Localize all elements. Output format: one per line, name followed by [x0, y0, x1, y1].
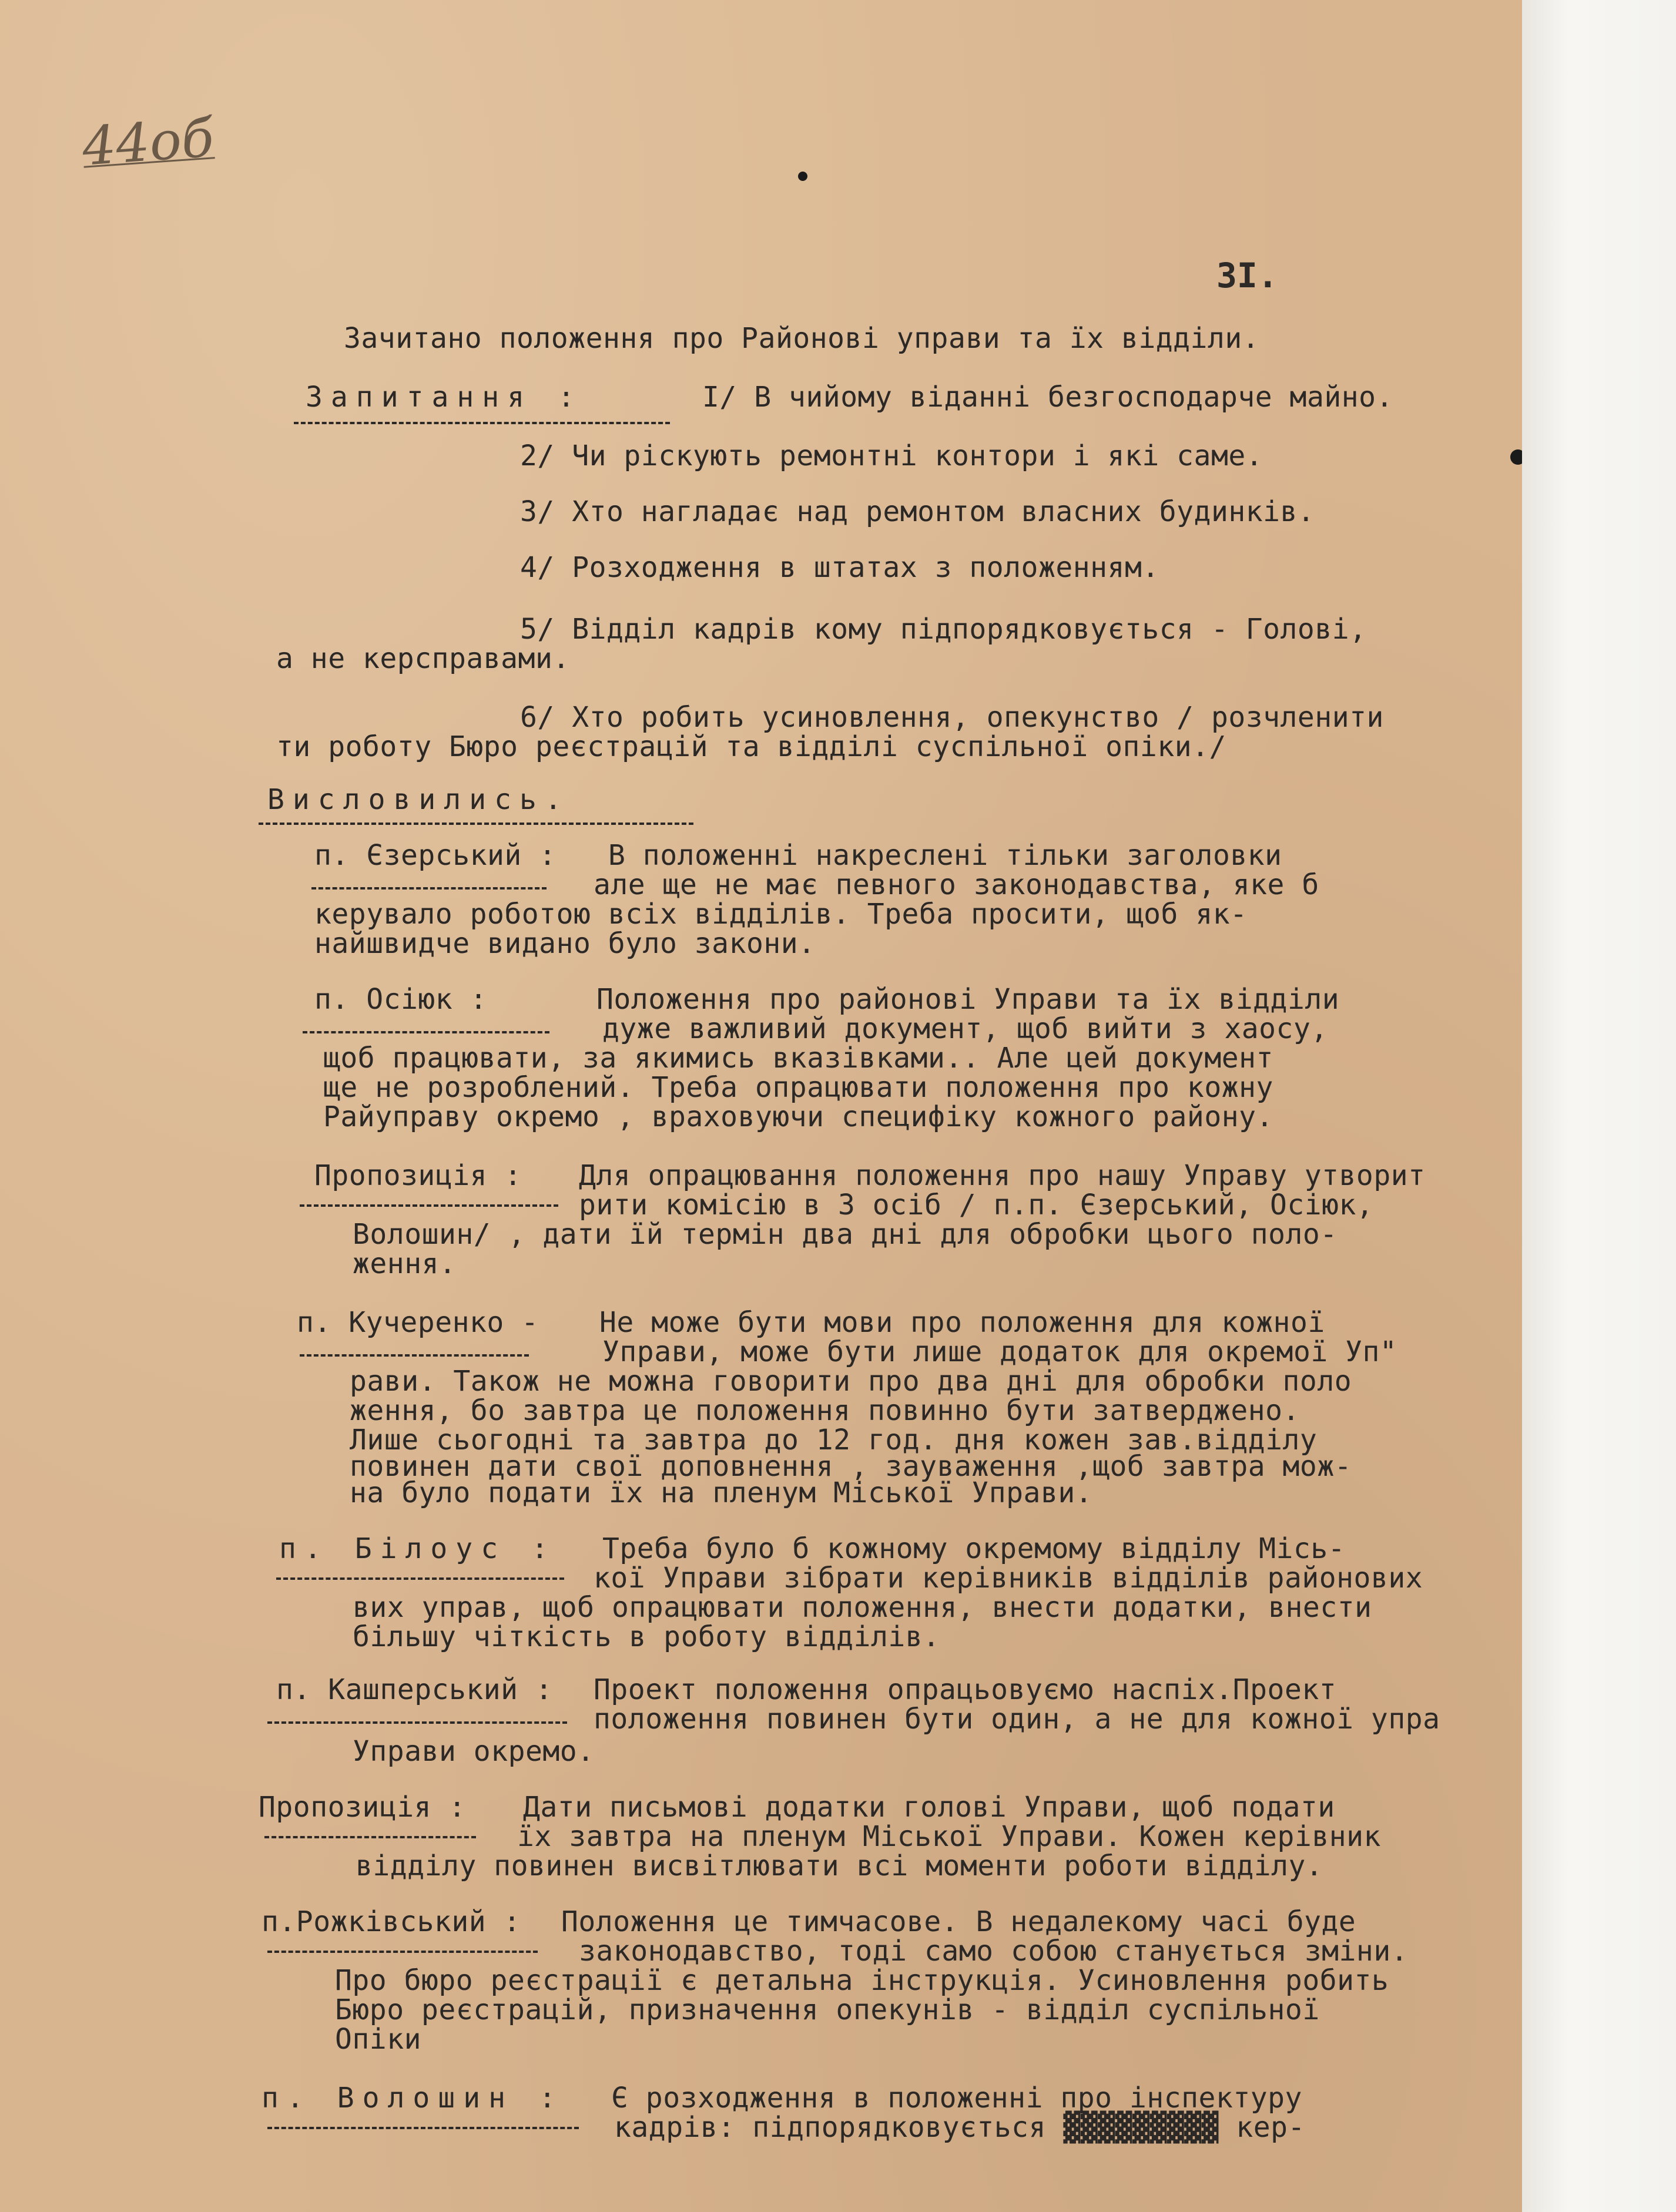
speech-line: Управи окремо. [353, 1735, 595, 1768]
speech-line: відділу повинен висвітлювати всі моменти роботи відділу. [356, 1850, 1323, 1882]
speaker-name: п. Кашперський : [276, 1673, 553, 1706]
question-item: 6/ Хто робить усиновлення, опекунство / розчленити [520, 701, 1384, 734]
speech-line: Бюро реєстрацій, призначення опекунів - відділ суспільної [335, 1993, 1320, 2026]
speech-line: Дати письмові додатки голові Управи, щоб подати [523, 1791, 1335, 1824]
question-item: 3/ Хто нагладає над ремонтом власних будинків. [520, 495, 1315, 528]
question-item: 2/ Чи ріскують ремонтні контори і які саме. [520, 439, 1263, 472]
underline [276, 1577, 564, 1580]
speaker-name: п. Волошин : [262, 2082, 564, 2114]
questions-heading: Запитання : [306, 381, 583, 414]
question-item: 4/ Розходження в штатах з положенням. [520, 551, 1159, 584]
underline [264, 1836, 476, 1838]
underline [267, 1951, 538, 1953]
speech-line: щоб працювати, за якимись вказівками.. Але цей документ [323, 1042, 1273, 1075]
speech-line: вих управ, щоб опрацювати положення, внести додатки, внести [353, 1591, 1372, 1624]
speech-line: більшу чіткість в роботу відділів. [353, 1620, 940, 1653]
speech-line: кадрів: підпорядковується ▓▓▓▓▓▓▓▓▓ кер- [614, 2111, 1305, 2144]
archive-mark: 44об [80, 107, 216, 178]
underline [300, 1354, 529, 1357]
underline [294, 422, 670, 424]
speaker-name: п. Єзерський : [314, 839, 557, 872]
underline [267, 2127, 579, 2129]
question-item: а не керсправами. [276, 642, 570, 675]
speech-line: на було подати їх на пленум Міської Управи. [350, 1476, 1093, 1509]
question-item: I/ В чийому віданні безгосподарче майно. [702, 381, 1393, 414]
speaker-name: п. Кучеренко - [297, 1306, 539, 1339]
page-number: 3I. [1216, 256, 1278, 296]
intro-line: Зачитано положення про Районові управи та їх відділи. [344, 322, 1260, 355]
speech-line: рити комісію в 3 осіб / п.п. Єзерський, Осіюк, [579, 1189, 1374, 1221]
speech-line: Райуправу окремо , враховуючи специфіку кожного району. [323, 1100, 1273, 1133]
speech-line: Є розходження в положенні про інспектуру [611, 2082, 1302, 2114]
speech-line: ження, бо завтра це положення повинно бути затверджено. [350, 1394, 1300, 1427]
discussion-heading: Висловились. [267, 783, 570, 816]
speech-line: їх завтра на пленум Міської Управи. Кожен керівник [517, 1820, 1381, 1853]
speaker-name: п.Рожківський : [262, 1905, 521, 1938]
speech-line: Волошин/ , дати їй термін два дні для обробки цього поло- [353, 1218, 1338, 1251]
speech-line: ще не розроблений. Треба опрацювати положення про кожну [323, 1071, 1273, 1104]
speech-line: Для опрацювання положення про нашу Управу утворит [579, 1159, 1426, 1192]
punch-hole [798, 172, 807, 181]
speaker-name: Пропозиція : [314, 1159, 522, 1192]
speech-line: ження. [353, 1247, 457, 1280]
speech-line: Положення це тимчасове. В недалекому часі буде [561, 1905, 1356, 1938]
underline [303, 1031, 549, 1033]
speech-line: керувало роботою всіх відділів. Треба просити, щоб як- [314, 898, 1248, 931]
speech-line: Лише сьогодні та завтра до 12 год. дня кожен зав.відділу [350, 1424, 1318, 1456]
speech-line: рави. Також не можна говорити про два дні для обробки поло [350, 1365, 1352, 1398]
speech-line: Положення про районові Управи та їх відділи [596, 983, 1340, 1016]
speech-line: Проект положення опрацьовуємо наспіх.Проект [594, 1673, 1337, 1706]
question-item: 5/ Відділ кадрів кому підпорядковується - Голові, [520, 613, 1367, 646]
speech-line: Треба було б кожному окремому відділу Місь- [602, 1532, 1346, 1565]
scan-margin [1522, 0, 1676, 2212]
speech-line: кої Управи зібрати керівників відділів районових [594, 1562, 1423, 1595]
underline [267, 1721, 567, 1724]
speech-line: але ще не має певного законодавства, яке б [594, 868, 1319, 901]
underline [300, 1204, 558, 1207]
speech-line: дуже важливий документ, щоб вийти з хаосу, [602, 1012, 1328, 1045]
speech-line: Про бюро реєстрації є детальна інструкція. Усиновлення робить [335, 1964, 1389, 1997]
underline [311, 887, 547, 890]
speaker-name: Пропозиція : [259, 1791, 466, 1824]
speech-line: Не може бути мови про положення для кожної [599, 1306, 1325, 1339]
speech-line: Опіки [335, 2023, 421, 2056]
speech-line: Управи, може бути лише додаток для окремої Уп" [602, 1335, 1397, 1368]
speech-line: законодавство, тоді само собою станується зміни. [579, 1935, 1409, 1968]
speech-line: В положенні накреслені тільки заголовки [608, 839, 1282, 872]
speech-line: положення повинен бути один, а не для кожної упра [594, 1703, 1440, 1736]
question-item: ти роботу Бюро реєстрацій та відділі суспільної опіки./ [276, 730, 1226, 763]
speech-line: найшвидче видано було закони. [314, 927, 816, 960]
speech-line: повинен дати свої доповнення , зауваження ,щоб завтра мож- [350, 1450, 1352, 1483]
speaker-name: п. Осіюк : [314, 983, 487, 1016]
underline [259, 823, 693, 825]
speaker-name: п. Білоус : [279, 1532, 557, 1565]
